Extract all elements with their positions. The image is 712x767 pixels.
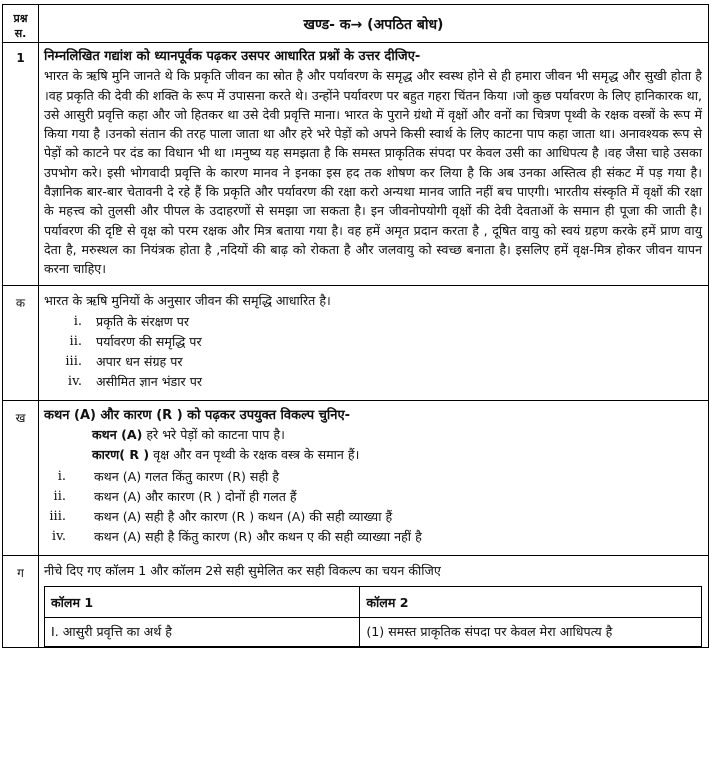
option-text: असीमित ज्ञान भंडार पर — [96, 373, 203, 389]
reason-label: कारण( R ) — [92, 446, 150, 462]
option[interactable] — [44, 372, 702, 392]
passage-row — [3, 43, 709, 286]
question-number-header — [3, 5, 39, 43]
question-b-cell — [39, 400, 709, 555]
option-text: कथन (A) और कारण (R ) दोनों ही गलत हैं — [94, 488, 297, 504]
option[interactable] — [44, 507, 702, 527]
question-label-ka: क — [3, 285, 39, 400]
option[interactable] — [44, 527, 702, 547]
question-b-row — [3, 400, 709, 555]
assertion-text: हरे भरे पेड़ों को काटना पाप है। — [142, 426, 285, 442]
header-row — [3, 5, 709, 43]
match-columns-table — [44, 586, 702, 647]
option-number: i. — [73, 313, 82, 329]
option-text: कथन (A) गलत किंतु कारण (R) सही है — [94, 468, 280, 484]
column-1-header: कॉलम 1 — [45, 586, 360, 617]
option[interactable] — [44, 312, 702, 332]
assertion-line — [44, 425, 702, 445]
passage-instruction: निम्नलिखित गद्यांश को ध्यानपूर्वक पढ़कर उसपर आधारित प्रश्नों के उत्तर दीजिए- — [44, 49, 421, 64]
header-label-line2: स. — [14, 27, 27, 40]
reason-text: वृक्ष और वन पृथ्वी के रक्षक वस्त्र के समान हैं। — [149, 446, 360, 462]
question-c-cell — [39, 555, 709, 647]
column-2-header: कॉलम 2 — [360, 586, 702, 617]
match-header-row — [45, 586, 702, 617]
passage-cell — [39, 43, 709, 286]
option-number: ii. — [69, 333, 82, 349]
option-text: अपार धन संग्रह पर — [96, 353, 183, 369]
option-number: iii. — [49, 508, 66, 524]
question-b-stem: कथन (A) और कारण (R ) को पढ़कर उपयुक्त विकल्प चुनिए- — [44, 407, 351, 423]
option-text: कथन (A) सही है और कारण (R ) कथन (A) की सही व्याख्या हैं — [94, 508, 393, 524]
option-text: प्रकृति के संरक्षण पर — [96, 313, 190, 329]
match-col1-cell: I. आसुरी प्रवृत्ति का अर्थ है — [45, 617, 360, 646]
question-c-row — [3, 555, 709, 647]
question-b-options — [44, 467, 702, 547]
option[interactable] — [44, 332, 702, 352]
option-text: कथन (A) सही है किंतु कारण (R) और कथन ए की सही व्याख्या नहीं है — [94, 528, 422, 544]
option[interactable] — [44, 467, 702, 487]
match-col2-cell: (1) समस्त प्राकृतिक संपदा पर केवल मेरा आधिपत्य है — [360, 617, 702, 646]
header-label-line1: प्रश्न — [13, 12, 28, 25]
option-number: i. — [57, 468, 66, 484]
option-number: iv. — [51, 528, 66, 544]
question-a-row — [3, 285, 709, 400]
option-number: iv. — [67, 373, 82, 389]
option-text: पर्यावरण की समृद्धि पर — [96, 333, 202, 349]
passage-text: भारत के ऋषि मुनि जानते थे कि प्रकृति जीवन का स्रोत है और पर्यावरण के समृद्ध और स्वस्थ होने से ही हमारा जीवन भी समृद्ध और सुखी होता है ।वह प्रकृति की देवी की शक्ति के रूप में उपासना करते थे। उन्होंने पर्यावरण पर बहुत गहरा चिंतन किया ।जो कुछ पर्यावरण के लिए हानिकारक था, उसे आसुरी प्रवृत्ति कहा और जो हितकर था उसे देवी प्रवृत्ति माना। भारत के पुराने ग्रंथो में वृक्षों और वनों का चित्रण पृथ्वी के रक्षक वस्त्रों के रूप में किया गया है ।उनको संतान की तरह पाला जाता था और हरे भरे पेड़ों को अपने किसी स्वार्थ के लिए काटना पाप कहा जाता था। अनावश्यक रूप से पेड़ों को काटने पर दंड का विधान भी था ।मनुष्य यह समझता है कि समस्त प्राकृतिक संपदा पर केवल उसी का आधिपत्य है ।वह जैसा चाहे उसका उपभोग करे। इसी भोगवादी प्रवृत्ति के कारण मानव ने इनका इस हद तक शोषण कर लिया है कि अब उनका अस्तित्व ही संकट में पड़ गया है। वैज्ञानिक बार-बार चेतावनी दे रहे हैं कि प्रकृति और पर्यावरण की रक्षा करो अन्यथा मानव जाति नहीं बच पाएगी। भारतीय संस्कृति में वृक्षों की रक्षा के महत्त्व को तुलसी और पीपल के उदाहरणों से समझा जा सकता है। इन जीवनोपयोगी वृक्षों की देवी देवताओं के समान ही पूजा की जाती है। पर्यावरण की दृष्टि से वृक्ष को परम रक्षक और मित्र बताया गया है। वह हमें अमृत प्रदान करता है , दूषित वायु को स्वयं ग्रहण करके हमें प्राण वायु देता है, मरुस्थल का नियंत्रक होता है ,नदियों की बाढ़ को रोकता है और जलवायु को स्वच्छ बनाता है। इसलिए हमें वृक्ष-मित्र होकर जीवन यापन करना चाहिए। — [44, 68, 702, 277]
question-a-stem: भारत के ऋषि मुनियों के अनुसार जीवन की समृद्धि आधारित है। — [44, 292, 331, 308]
option-number: ii. — [53, 488, 66, 504]
question-a-cell — [39, 285, 709, 400]
option-number: iii. — [65, 353, 82, 369]
option[interactable] — [44, 352, 702, 372]
question-label-ga: ग — [3, 555, 39, 647]
match-row — [45, 617, 702, 646]
section-title: खण्ड- क→ (अपठित बोध) — [39, 5, 709, 43]
question-c-stem: नीचे दिए गए कॉलम 1 और कॉलम 2से सही सुमेलित कर सही विकल्प का चयन कीजिए — [44, 562, 441, 578]
question-number: 1 — [3, 43, 39, 286]
reason-line — [44, 445, 702, 465]
question-a-options — [44, 312, 702, 392]
option[interactable] — [44, 487, 702, 507]
question-label-kha: ख — [3, 400, 39, 555]
assertion-label: कथन (A) — [92, 426, 143, 442]
question-paper-table — [2, 4, 709, 648]
